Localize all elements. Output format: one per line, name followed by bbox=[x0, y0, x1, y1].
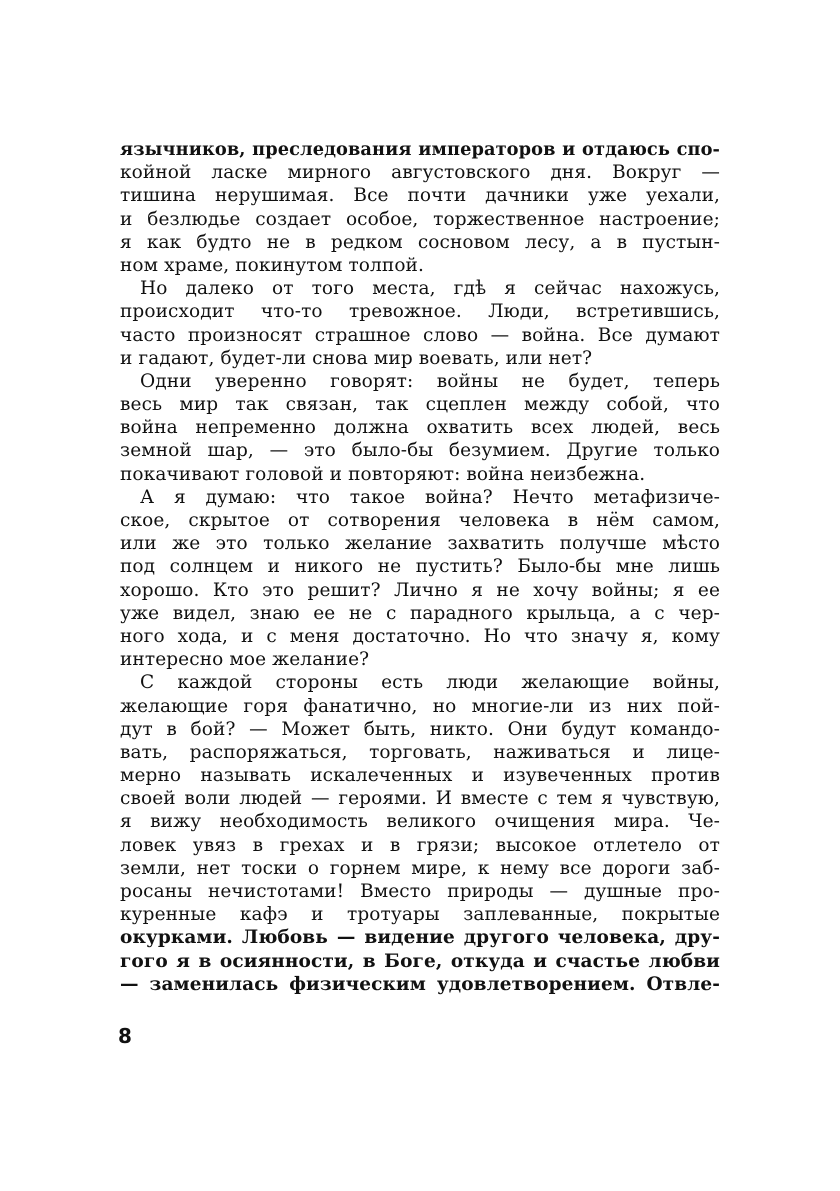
text-line: я вижу необходимость великого очищения мира. Че- bbox=[120, 811, 720, 833]
text-line: окурками. Любовь — видение другого человека, дру- bbox=[120, 927, 720, 949]
text-line: ном храме, покинутом толпой. bbox=[120, 254, 424, 276]
text-line: земли, нет тоски о горнем мире, к нему все дороги заб- bbox=[120, 857, 720, 879]
text-line: — заменилась физическим удовлетворением. Отвле- bbox=[120, 973, 720, 995]
text-line: и безлюдье создает особое, торжественное настроение; bbox=[120, 208, 720, 230]
text-line: дут в бой? — Может быть, никто. Они будут командо- bbox=[120, 718, 720, 740]
text-line: ного хода, и с меня достаточно. Но что значу я, кому bbox=[120, 625, 720, 647]
text-line: хорошо. Кто это решит? Лично я не хочу войны; я ее bbox=[120, 579, 720, 601]
text-line: росаны нечистотами! Вместо природы — душные про- bbox=[120, 881, 720, 902]
text-line: С каждой стороны есть люди желающие войны, bbox=[140, 672, 720, 694]
text-line: гого я в осиянности, в Боге, откуда и счастье любви bbox=[120, 950, 720, 972]
text-line: весь мир так связан, так сцеплен между собой, что bbox=[120, 394, 720, 416]
text-line: интересно мое желание? bbox=[120, 649, 370, 671]
text-line: земной шар, — это было-бы безумием. Другие только bbox=[120, 440, 720, 462]
text-line: война непременно должна охватить всех людей, весь bbox=[120, 417, 720, 439]
text-line: уже видел, знаю ее не с парадного крыльца, а с чер- bbox=[120, 602, 720, 624]
text-line: и гадают, будет-ли снова мир воевать, или нет? bbox=[120, 347, 593, 369]
text-line: желающие горя фанатично, но многие-ли из них пой- bbox=[120, 695, 720, 717]
text-line: часто произносят страшное слово — война. Все думают bbox=[120, 324, 720, 346]
text-line: тишина нерушимая. Все почти дачники уже уехали, bbox=[120, 185, 720, 207]
text-line: язычников, преследования императоров и отдаюсь спо- bbox=[120, 139, 720, 160]
text-line: покачивают головой и повторяют: война неизбежна. bbox=[120, 463, 646, 485]
text-line: или же это только желание захватить получше мѣсто bbox=[120, 533, 720, 555]
text-line: ловек увяз в грехах и в грязи; высокое отлетело от bbox=[120, 834, 720, 856]
text-line: куренные кафэ и тротуары заплеванные, покрытые bbox=[120, 904, 720, 926]
text-line: Но далеко от того места, гдѣ я сейчас нахожусь, bbox=[140, 278, 720, 300]
text-line: я как будто не в редком сосновом лесу, а в пустын- bbox=[120, 231, 720, 253]
text-line: А я думаю: что такое война? Нечто метафизиче- bbox=[140, 486, 720, 508]
body-text bbox=[120, 138, 720, 996]
text-line: койной ласке мирного августовского дня. Вокруг — bbox=[120, 162, 720, 184]
text-line: своей воли людей — героями. И вместе с тем я чувствую, bbox=[120, 788, 720, 810]
text-line: вать, распоряжаться, торговать, наживаться и лице- bbox=[120, 741, 720, 763]
page-number: 8 bbox=[118, 1024, 132, 1048]
text-line: Одни уверенно говорят: войны не будет, теперь bbox=[140, 370, 720, 392]
text-line: мерно называть искалеченных и изувеченных против bbox=[120, 765, 720, 787]
text-line: под солнцем и никого не пустить? Было-бы мне лишь bbox=[120, 556, 720, 578]
text-line: ское, скрытое от сотворения человека в нём самом, bbox=[120, 510, 720, 531]
text-line: происходит что-то тревожное. Люди, встретившись, bbox=[120, 301, 720, 323]
